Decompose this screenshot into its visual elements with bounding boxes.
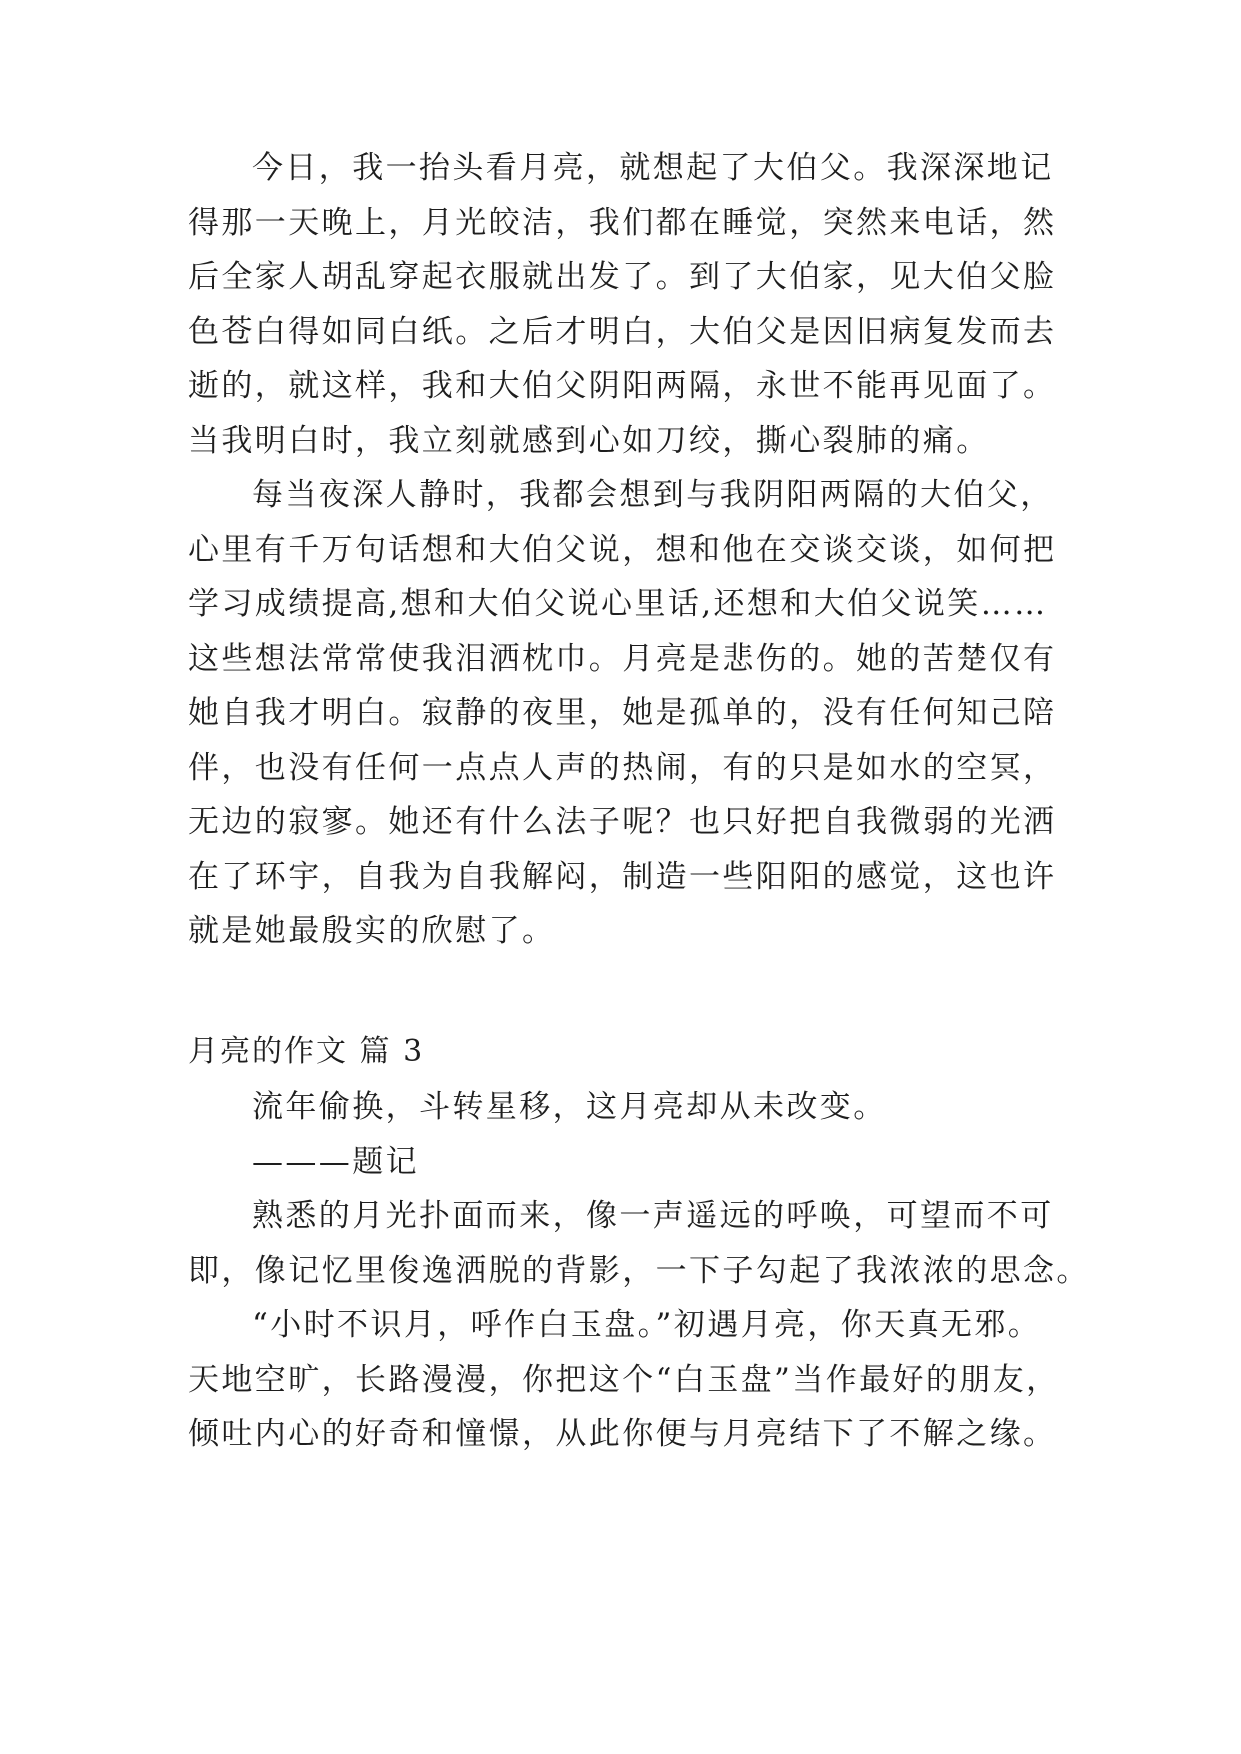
section-heading: 月亮的作文 篇 3	[188, 1034, 425, 1069]
text-line: 流年偷换，斗转星移，这月亮却从未改变。	[252, 1089, 887, 1125]
text-line: 就是她最殷实的欣慰了。	[188, 913, 556, 949]
text-line: 天地空旷，长路漫漫，你把这个“白玉盘”当作最好的朋友，	[188, 1362, 1060, 1398]
text-line: 她自我才明白。寂静的夜里，她是孤单的，没有任何知己陪	[188, 695, 1057, 731]
text-line: “小时不识月，呼作白玉盘。”初遇月亮，你天真无邪。	[252, 1307, 1042, 1343]
text-line: 后全家人胡乱穿起衣服就出发了。到了大伯家，见大伯父脸	[188, 259, 1057, 295]
text-line: 无边的寂寥。她还有什么法子呢？也只好把自我微弱的光洒	[188, 804, 1057, 840]
text-line: 在了环宇，自我为自我解闷，制造一些阳阳的感觉，这也许	[188, 859, 1057, 895]
text-line: 倾吐内心的好奇和憧憬，从此你便与月亮结下了不解之缘。	[188, 1416, 1057, 1452]
text-line: 学习成绩提高,想和大伯父说心里话,还想和大伯父说笑……	[188, 586, 1048, 622]
epigraph-attribution: ———题记	[252, 1144, 419, 1180]
text-line: 这些想法常常使我泪洒枕巾。月亮是悲伤的。她的苦楚仅有	[188, 641, 1057, 677]
text-line: 心里有千万句话想和大伯父说，想和他在交谈交谈，如何把	[188, 532, 1057, 568]
text-line: 今日，我一抬头看月亮，就想起了大伯父。我深深地记	[252, 150, 1054, 186]
text-line: 得那一天晚上，月光皎洁，我们都在睡觉，突然来电话，然	[188, 205, 1057, 241]
text-line: 熟悉的月光扑面而来，像一声遥远的呼唤，可望而不可	[252, 1198, 1054, 1234]
text-line: 逝的，就这样，我和大伯父阴阳两隔，永世不能再见面了。	[188, 368, 1057, 404]
text-line: 当我明白时，我立刻就感到心如刀绞，撕心裂肺的痛。	[188, 423, 990, 459]
text-line: 伴，也没有任何一点点人声的热闹，有的只是如水的空冥，	[188, 750, 1057, 786]
text-line: 每当夜深人静时，我都会想到与我阴阳两隔的大伯父，	[252, 477, 1054, 513]
text-line: 即，像记忆里俊逸洒脱的背影，一下子勾起了我浓浓的思念。	[188, 1253, 1090, 1289]
text-line: 色苍白得如同白纸。之后才明白，大伯父是因旧病复发而去	[188, 314, 1057, 350]
